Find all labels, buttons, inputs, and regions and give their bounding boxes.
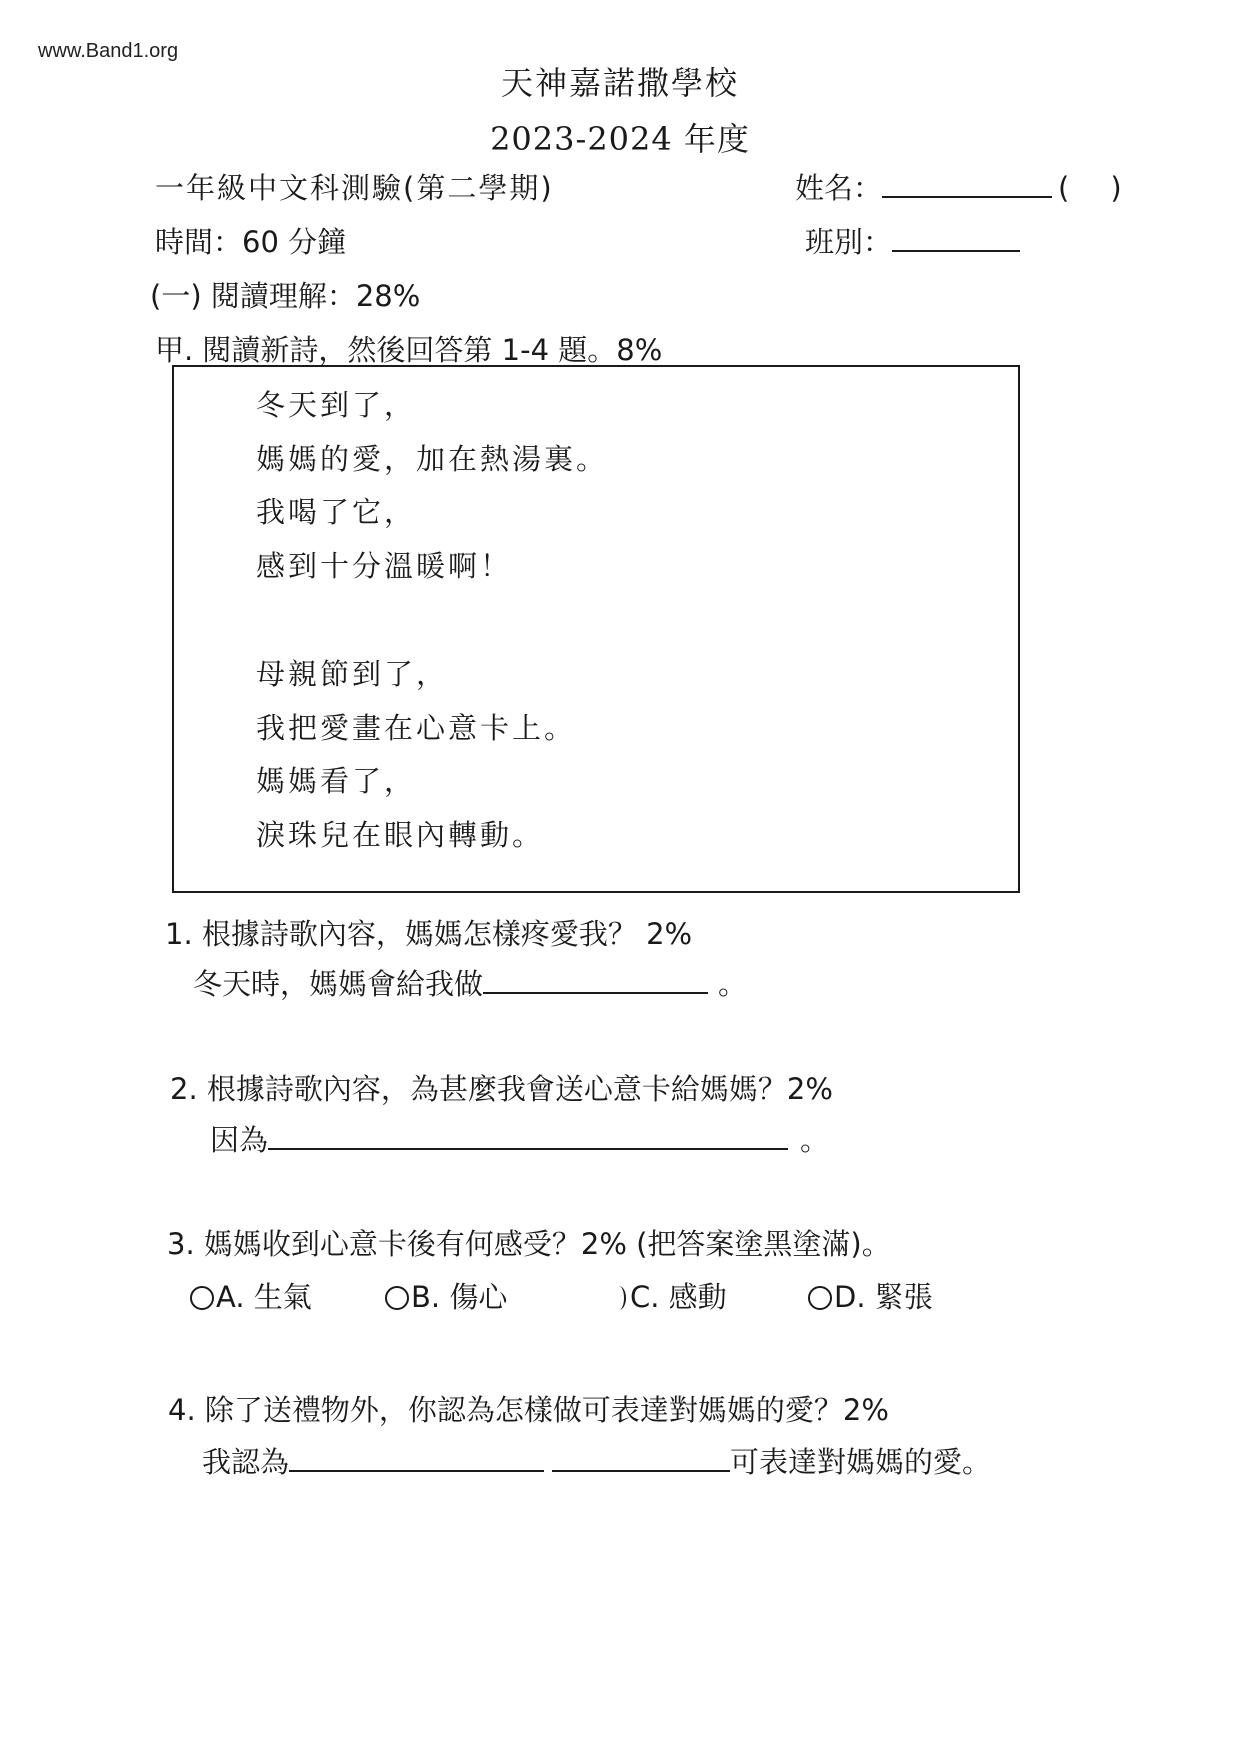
answer-blank[interactable] [268,1122,788,1150]
part-a-instruction: 甲. 閱讀新詩，然後回答第 1-4 題。8% [155,333,663,367]
exam-time: 時間：60 分鐘 [155,225,347,259]
answer-prefix: 冬天時，媽媽會給我做 [193,967,484,1001]
school-year: 2023-2024 年度 [490,120,750,158]
poem-line: 媽媽的愛，加在熱湯裏。 [256,442,609,476]
answer-prefix: 我認為 [202,1445,290,1479]
question-3-prompt: 3. 媽媽收到心意卡後有何感受？2% (把答案塗黑塗滿)。 [167,1227,891,1261]
poem-line: 冬天到了， [256,388,417,422]
question-3-option-c[interactable] [612,1275,727,1316]
poem-line: 我把愛畫在心意卡上。 [256,711,577,745]
answer-blank[interactable] [483,966,708,994]
option-circle-icon[interactable] [385,1286,409,1310]
question-1-answer [193,962,747,1003]
name-label: 姓名： [795,171,883,205]
option-circle-icon[interactable] [612,1286,626,1310]
poem-line: 我喝了它， [256,495,417,529]
answer-prefix: 因為 [210,1123,269,1157]
name-blank[interactable] [882,170,1052,198]
name-paren: ( ) [1058,171,1128,205]
option-circle-icon[interactable] [808,1286,832,1310]
question-2-answer [210,1118,829,1159]
watermark: www.Band1.org [38,40,179,62]
option-label: D. 緊張 [834,1280,933,1314]
question-4-answer [202,1440,991,1481]
class-field [805,220,1020,261]
question-2-prompt: 2. 根據詩歌內容，為甚麼我會送心意卡給媽媽？2% [170,1072,833,1106]
exam-title: 一年級中文科測驗(第二學期) [155,171,554,205]
option-label: A. 生氣 [216,1280,312,1314]
answer-suffix: 。 [718,967,748,1001]
school-name: 天神嘉諾撒學校 [500,64,739,102]
question-3-option-b[interactable] [385,1275,507,1316]
class-label: 班別： [805,225,893,259]
option-label: C. 感動 [630,1280,727,1314]
poem-line: 母親節到了， [256,657,449,691]
option-label: B. 傷心 [411,1280,508,1314]
answer-suffix: 。 [800,1123,830,1157]
class-blank[interactable] [892,224,1020,252]
answer-blank[interactable] [289,1444,544,1472]
poem-line: 感到十分溫暖啊！ [256,549,513,583]
question-4-prompt: 4. 除了送禮物外，你認為怎樣做可表達對媽媽的愛？2% [168,1393,889,1427]
name-field [795,166,1128,207]
poem-line: 淚珠兒在眼內轉動。 [256,818,545,852]
section-title: (一) 閱讀理解：28% [150,279,421,313]
question-1-prompt: 1. 根據詩歌內容，媽媽怎樣疼愛我？ 2% [165,917,693,951]
answer-suffix: 可表達對媽媽的愛。 [730,1445,992,1479]
option-circle-icon[interactable] [190,1286,214,1310]
poem-box [172,365,1020,893]
answer-blank[interactable] [552,1444,730,1472]
question-3-option-a[interactable] [190,1275,312,1316]
question-3-option-d[interactable] [808,1275,933,1316]
poem-line: 媽媽看了， [256,764,417,798]
